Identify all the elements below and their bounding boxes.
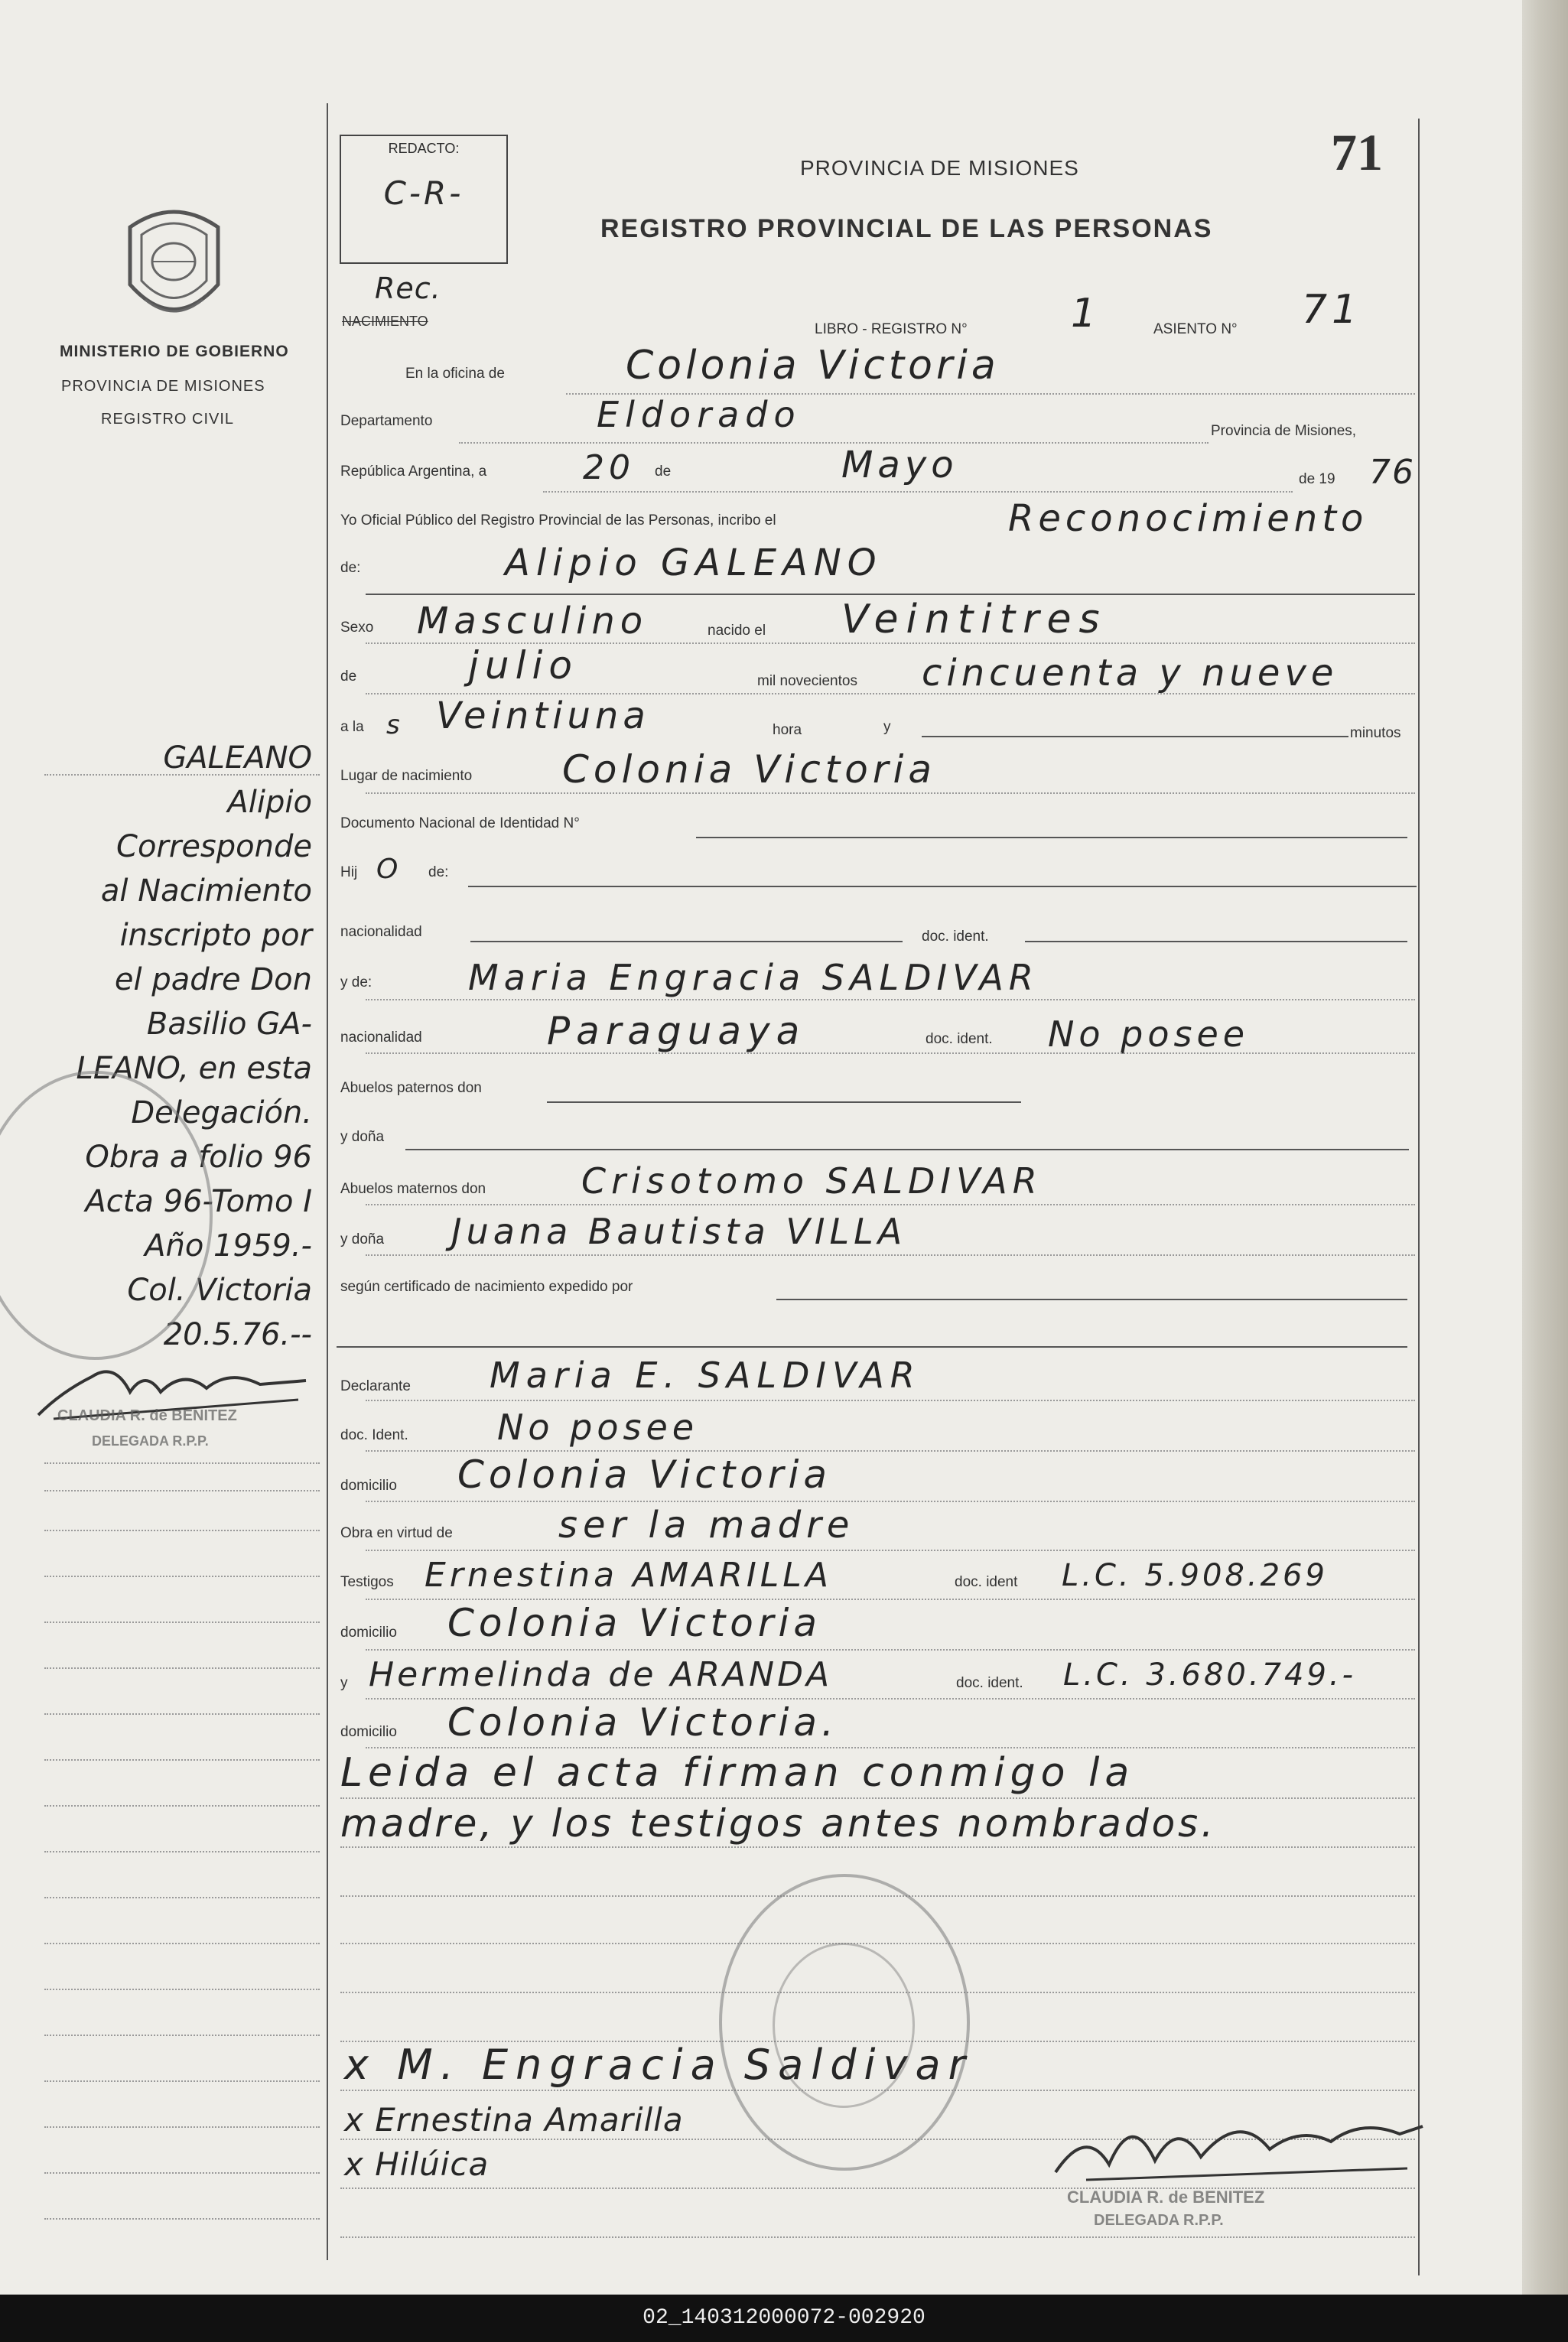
redacto-label: REDACTO: [388,141,460,156]
margin-rule [44,1713,320,1715]
row-rule [366,1400,1415,1401]
abuelos-pat-label: Abuelos paternos don [340,1080,482,1096]
nacionalidad2-label: nacionalidad [340,1030,422,1046]
departamento-value: Eldorado [597,394,802,435]
oficina-label: En la oficina de [405,366,505,382]
margin-rule [44,2172,320,2174]
hijo-de-label: de: [428,864,449,880]
inscribo-value: Reconocimiento [1008,497,1368,540]
row-rule [470,941,903,942]
testigo2-doc-label: doc. ident. [956,1675,1023,1691]
republica-label: República Argentina, a [340,464,487,480]
abuelos-mat-label: Abuelos maternos don [340,1181,486,1197]
sexo-value: Masculino [417,600,649,642]
hijo-label: Hij [340,864,358,880]
domicilio2-label: domicilio [340,1625,397,1641]
row-rule [366,594,1415,595]
oficina-value: Colonia Victoria [626,343,1000,389]
margin-rule [44,1622,320,1623]
hora-value: Veintiuna [436,694,650,737]
lugar-value: Colonia Victoria [562,747,936,792]
certificado-label: según certificado de nacimiento expedido por [340,1279,633,1295]
registry-header: REGISTRO PROVINCIAL DE LAS PERSONAS [600,214,1213,243]
margin-rule [44,1576,320,1577]
margin-note-line: Alipio [227,785,312,820]
testigos-label: Testigos [340,1574,394,1590]
row-rule [696,837,1407,838]
libro-label: LIBRO - REGISTRO N° [815,321,968,337]
domicilio2-value: Colonia Victoria [447,1601,821,1645]
footer-code: 02_140312000072-002920 [0,2295,1568,2342]
domicilio-label: domicilio [340,1478,397,1494]
testigo1-value: Ernestina AMARILLA [425,1556,832,1595]
hora-label: hora [773,722,802,738]
row-rule [1025,941,1407,942]
margin-note-line: GALEANO [163,740,312,776]
departamento-label: Departamento [340,413,433,429]
mil-label: mil novecientos [757,673,857,689]
obra-label: Obra en virtud de [340,1525,453,1541]
margin-note-line: 20.5.76.-- [163,1317,312,1352]
ydona2-label: y doña [340,1231,385,1247]
rec-mark: Rec. [375,272,441,305]
alas-label: a la [340,719,364,735]
doc-ident2-value: No posee [1048,1013,1250,1055]
row-rule [366,1204,1415,1205]
margin-note-line: Año 1959.- [145,1228,312,1264]
bottom-stamp-title: DELEGADA R.P.P. [1094,2212,1224,2229]
anio-value: 76 [1369,453,1415,492]
row-rule [366,1501,1415,1502]
ydona-label: y doña [340,1129,385,1145]
testigo2-doc-value: L.C. 3.680.749.- [1063,1657,1357,1693]
row-rule [405,1149,1409,1150]
margin-rule [44,1851,320,1852]
province-header: PROVINCIA DE MISIONES [800,156,1079,180]
row-rule [468,886,1417,887]
margin-note-line: inscripto por [119,918,312,953]
de3-label: de [340,668,357,685]
madre-value: Maria Engracia SALDIVAR [468,957,1039,998]
margin-rule [44,1989,320,1990]
inscribo-label: Yo Oficial Público del Registro Provincial de las Personas, incribo el [340,512,776,529]
nacionalidad2-value: Paraguaya [547,1009,806,1053]
lugar-label: Lugar de nacimiento [340,768,473,784]
abuelo-mat-value: Crisotomo SALDIVAR [581,1160,1043,1202]
margin-note-line: Obra a folio 96 [85,1140,312,1175]
dia-value: 20 [583,448,635,487]
signature-mother: x M. Engracia Saldivar [344,2041,973,2089]
coat-of-arms-seal [115,200,233,330]
de-label: de [655,464,672,480]
ministry-registry: REGISTRO CIVIL [101,411,235,428]
margin-note-line: Delegación. [131,1095,312,1130]
declarante-label: Declarante [340,1378,411,1394]
delegate-signature [1040,2096,1438,2195]
row-rule [340,2236,1415,2238]
margin-note-line: Col. Victoria [127,1273,312,1308]
ministry-province: PROVINCIA DE MISIONES [61,378,265,395]
row-rule [366,1649,1415,1651]
doc-ident-label: doc. ident. [922,929,989,945]
margin-rule [44,2035,320,2036]
margin-rule [44,1805,320,1807]
row-rule [340,1797,1415,1799]
act-type-label: NACIMIENTO [342,314,428,329]
margin-rule [44,2218,320,2220]
row-rule [366,1254,1415,1256]
mes-value: Mayo [841,444,958,486]
margin-rule [44,1490,320,1491]
margin-rule [44,1897,320,1898]
margin-rule [44,2080,320,2082]
provincia-label: Provincia de Misiones, [1211,423,1357,439]
row-rule [366,792,1415,794]
nacionalidad-label: nacionalidad [340,924,422,940]
margin-note-line: Corresponde [116,829,312,864]
margin-note-line: el padre Don [114,962,312,997]
hijo-value: O [376,854,403,885]
nacido-label: nacido el [708,623,766,639]
anio-nac-value: cincuenta y nueve [922,652,1339,694]
row-rule [337,1346,1407,1348]
nombre-value: Alipio GALEANO [505,542,883,584]
libro-value: 1 [1071,291,1101,337]
y-label: y [883,719,891,735]
asiento-value: 71 [1302,287,1362,333]
mes-nac-value: julio [468,643,578,688]
sexo-label: Sexo [340,620,374,636]
margin-note-line: Basilio GA- [146,1007,312,1042]
margin-rule [44,1759,320,1761]
row-rule [459,442,1209,444]
ministry-title: MINISTERIO DE GOBIERNO [60,343,289,360]
margin-note-line: Acta 96-Tomo I [85,1184,312,1219]
margin-stamp-title: DELEGADA R.P.P. [92,1433,209,1449]
anio-label: de 19 [1299,471,1335,487]
margin-note-line: LEANO, en esta [76,1051,312,1086]
abuela-mat-value: Juana Bautista VILLA [451,1211,907,1252]
row-rule [543,491,1293,493]
bottom-stamp-name: CLAUDIA R. de BENITEZ [1067,2187,1265,2207]
signature-witness-1: x Ernestina Amarilla [344,2101,684,2139]
declarante-value: Maria E. SALDIVAR [490,1355,921,1396]
redacto-box [340,135,508,264]
testigo1-doc-label: doc. ident [955,1574,1018,1590]
row-rule [366,1550,1415,1551]
alas-suffix: s [386,710,401,740]
dni-label: Documento Nacional de Identidad N° [340,815,580,831]
nacido-value: Veintitres [841,597,1108,642]
margin-rule [44,1943,320,1944]
row-rule [776,1299,1407,1300]
domicilio3-value: Colonia Victoria. [447,1700,838,1745]
closing-line-2: madre, y los testigos antes nombrados. [340,1801,1217,1846]
redacto-value: C-R- [383,174,464,212]
testigo2-value: Hermelinda de ARANDA [369,1655,833,1694]
de2-label: de: [340,560,361,576]
margin-rule [44,774,320,776]
page-edge [1522,0,1568,2295]
closing-line-1: Leida el acta firman conmigo la [340,1750,1135,1796]
row-rule [366,1747,1415,1748]
margin-rule [44,1667,320,1669]
page-number: 71 [1331,123,1383,181]
domicilio-value: Colonia Victoria [457,1452,831,1497]
margin-rule [44,1462,320,1464]
row-rule [340,1846,1415,1848]
margin-stamp-name: CLAUDIA R. de BENITEZ [57,1407,237,1424]
margin-note-line: al Nacimiento [100,873,312,909]
row-rule [547,1101,1021,1103]
doc-value: No posee [497,1407,699,1448]
asiento-label: ASIENTO N° [1153,321,1238,337]
domicilio3-label: domicilio [340,1724,397,1740]
row-rule [366,999,1415,1000]
doc-ident2-label: doc. ident. [926,1031,993,1047]
margin-rule [44,1530,320,1531]
y2-label: y [340,1675,348,1691]
signature-witness-2: x Hilúica [344,2145,490,2183]
obra-value: ser la madre [558,1504,855,1547]
doc-label: doc. Ident. [340,1427,408,1443]
row-rule [922,736,1348,737]
right-margin-line [1418,119,1420,2275]
minutos-label: minutos [1350,725,1401,741]
testigo1-doc-value: L.C. 5.908.269 [1062,1558,1328,1593]
row-rule [366,1052,1415,1054]
yde-label: y de: [340,974,372,990]
margin-rule [44,2126,320,2128]
